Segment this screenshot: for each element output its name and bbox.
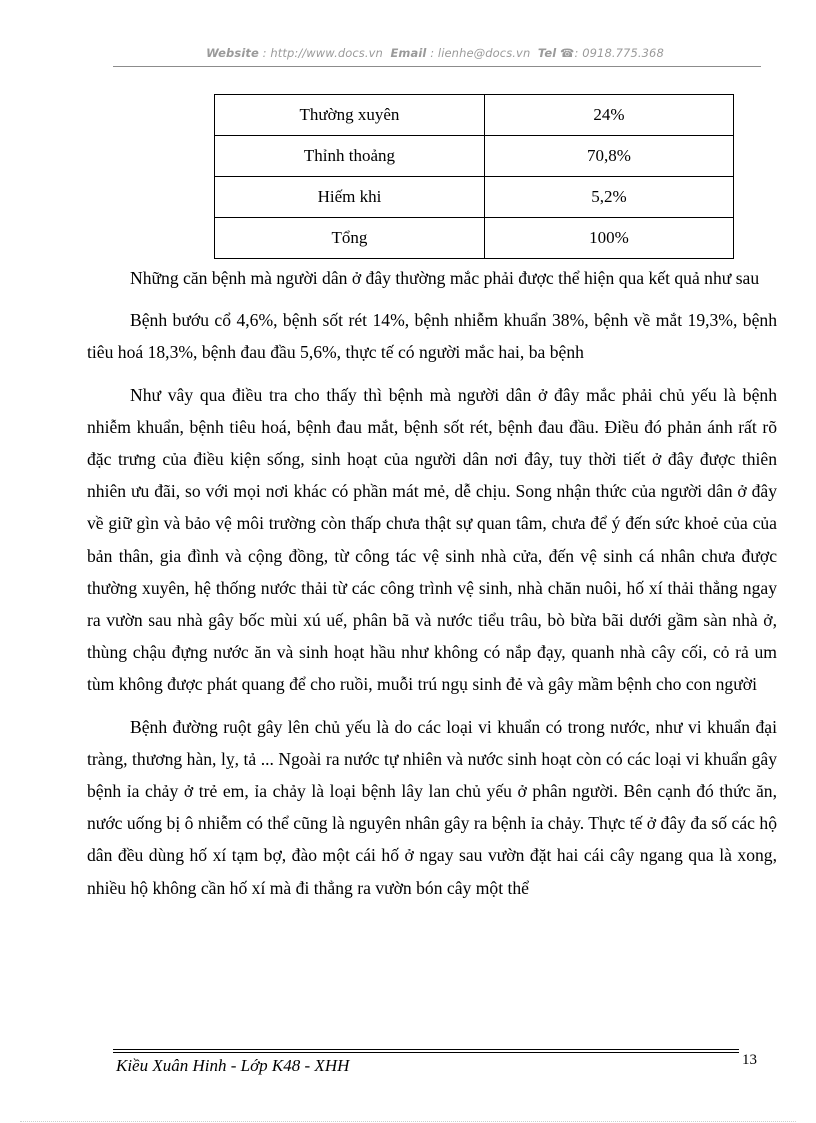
table-cell-value: 24% [484, 95, 733, 136]
website-url[interactable]: : http://www.docs.vn [262, 46, 383, 60]
website-label: Website [206, 46, 259, 60]
frequency-table [214, 94, 734, 259]
table-row [215, 218, 734, 259]
tel-label: Tel [537, 46, 557, 60]
table-cell-value: 5,2% [484, 177, 733, 218]
tel-number: : 0918.775.368 [574, 46, 664, 60]
email-address[interactable]: : lienhe@docs.vn [430, 46, 531, 60]
table-cell-label: Thường xuyên [215, 95, 485, 136]
table-row [215, 136, 734, 177]
paragraph-disease-rates: Bệnh bướu cổ 4,6%, bệnh sốt rét 14%, bệnh nhiễm khuẩn 38%, bệnh về mắt 19,3%, bệnh tiêu hoá 18,3%, bệnh đau đầu 5,6%, thực tế có người mắc hai, ba bệnh [87, 310, 777, 363]
header-divider [113, 66, 761, 67]
paragraph-disease-intro: Những căn bệnh mà người dân ở đây thường mắc phải được thể hiện qua kết quả như sau [130, 268, 760, 288]
table-cell-label: Hiếm khi [215, 177, 485, 218]
table-cell-value: 70,8% [484, 136, 733, 177]
phone-icon: ☎ [560, 46, 575, 60]
table-cell-label: Tổng [215, 218, 485, 259]
table-cell-value: 100% [484, 218, 733, 259]
table-cell-label: Thỉnh thoảng [215, 136, 485, 177]
paragraph-intestinal-disease: Bệnh đường ruột gây lên chủ yếu là do các loại vi khuẩn có trong nước, như vi khuẩn đại tràng, thương hàn, lỵ, tả ... Ngoài ra nước tự nhiên và nước sinh hoạt còn có các loại vi khuẩn gây bệnh ỉa chảy ở trẻ em, ỉa chảy là loại bệnh lây lan chủ yếu ở phân người. Bên cạnh đó thức ăn, nước uống bị ô nhiễm có thể cũng là nguyên nhân gây ra bệnh ỉa chảy. Thực tế ở đây đa số các hộ dân đều dùng hố xí tạm bợ, đào một cái hố ở ngay sau vườn đặt hai cái cây ngang qua là xong, nhiều hộ không cần hố xí mà đi thẳng ra vườn bón cây một thể [87, 716, 777, 898]
table-row [215, 177, 734, 218]
email-label: Email [390, 46, 427, 60]
table-row [215, 95, 734, 136]
page-number: 13 [742, 1052, 757, 1068]
body-text [87, 262, 777, 914]
paragraph-analysis: Như vây qua điều tra cho thấy thì bệnh mà người dân ở đây mắc phải chủ yếu là bệnh nhiễm khuẩn, bệnh tiêu hoá, bệnh đau mắt, bệnh sốt rét, bệnh đau đầu. Điều đó phản ánh rất rõ đặc trưng của điều kiện sống, sinh hoạt của người dân nơi đây, tuy thời tiết ở đây được thiên nhiên ưu đãi, so với mọi nơi khác có phần mát mẻ, dễ chịu. Song nhận thức của người dân ở đây về giữ gìn và bảo vệ môi trường còn thấp chưa thật sự quan tâm, chưa để ý đến sức khoẻ của của bản thân, gia đình và cộng đồng, từ công tác vệ sinh nhà cửa, đến vệ sinh cá nhân chưa được thường xuyên, hệ thống nước thải từ các công trình vệ sinh, nhà chăn nuôi, hố xí thải thẳng ngay ra vườn sau nhà gây bốc mùi xú uế, phân bã và nước tiểu trâu, bò bừa bãi dưới gầm sàn nhà ở, thùng chậu đựng nước ăn và sinh hoạt hầu như không có nắp đạy, quanh nhà cây cối, cỏ rả um tùm không được phát quang để cho ruồi, muỗi trú ngụ sinh đẻ và gây mầm bệnh cho con người [87, 384, 777, 695]
footer-divider-second [113, 1052, 739, 1053]
page-header [110, 46, 760, 60]
page-bottom-border [20, 1121, 796, 1122]
footer-author: Kiều Xuân Hinh - Lớp K48 - XHH [116, 1056, 350, 1075]
footer-divider [113, 1049, 739, 1050]
